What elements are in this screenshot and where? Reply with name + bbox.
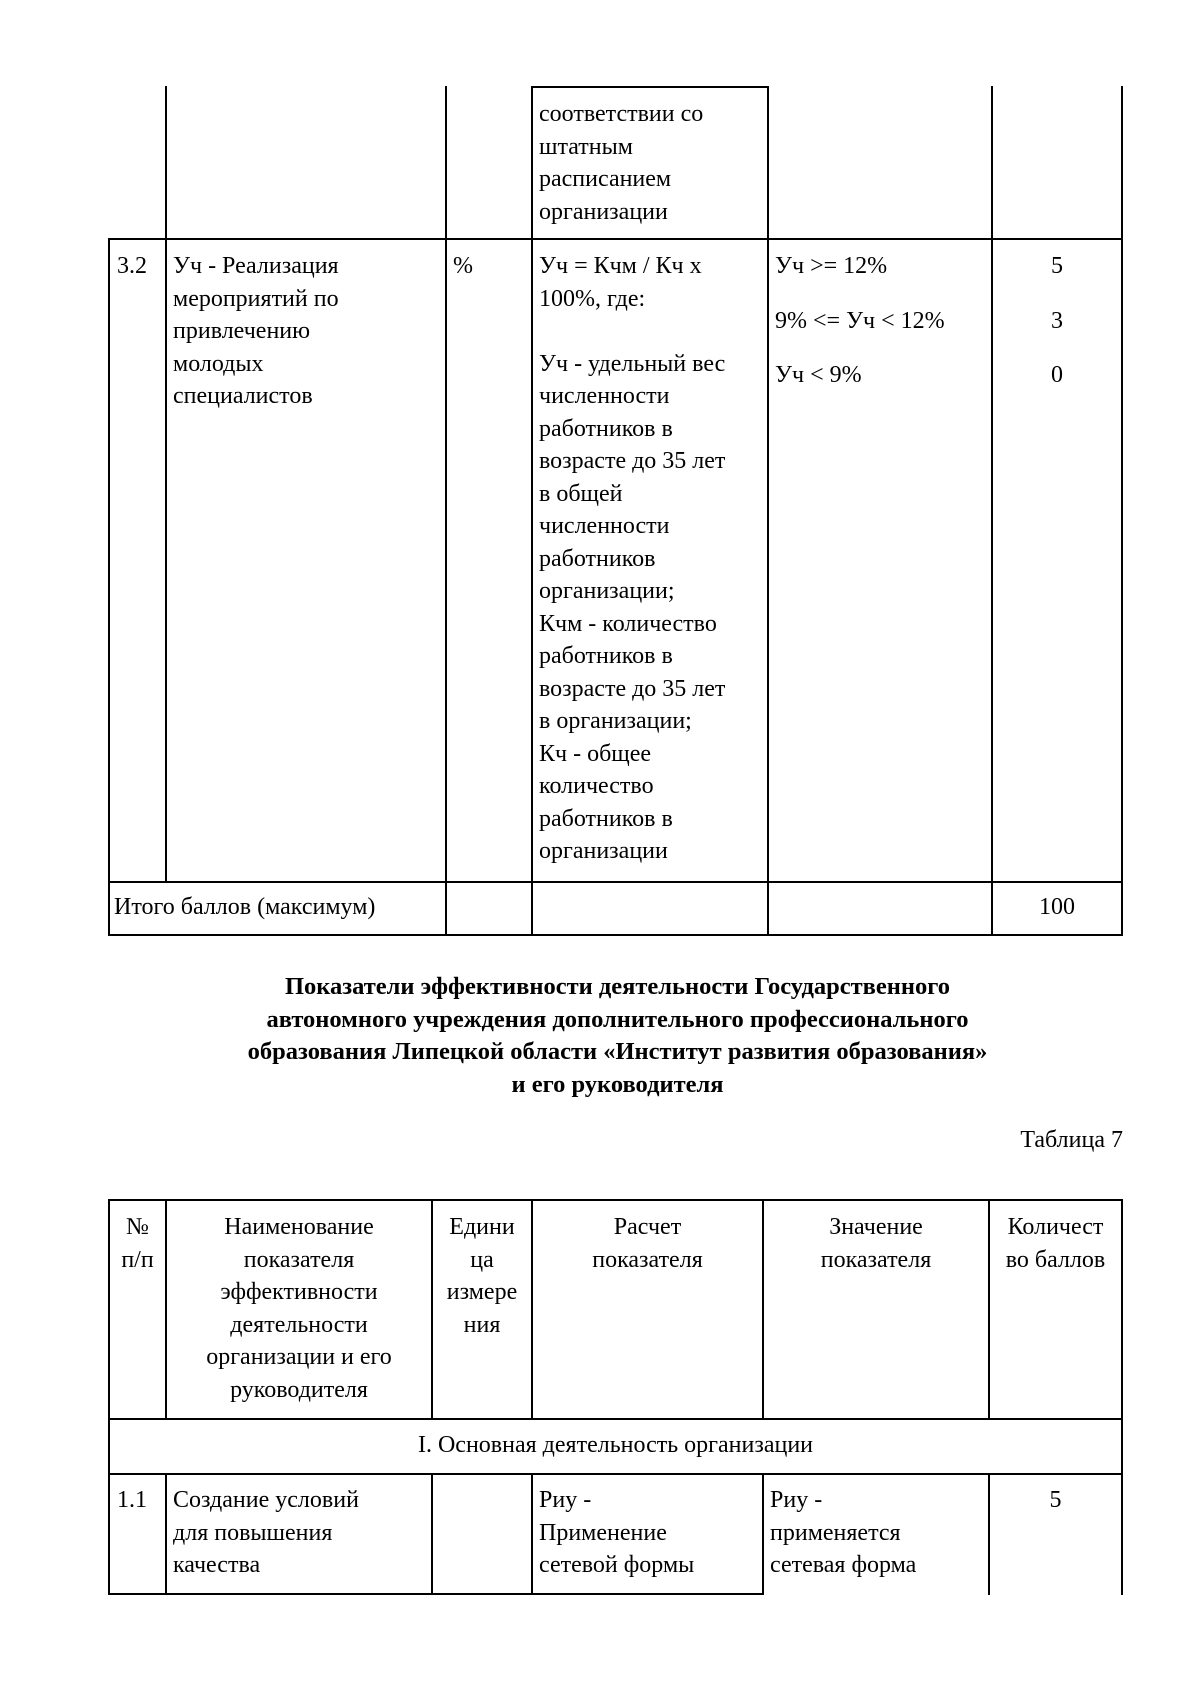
total-points: 100 (1039, 894, 1075, 920)
total-label: Итого баллов (максимум) (114, 894, 376, 920)
section-heading: Показатели эффективности деятельности Государственного автономного учреждения дополнительного профессионального образования Липецкой области «Институт развития образования» и его руководителя (247, 973, 988, 1098)
header-name: Наименование показателя эффективности деятельности организации и его руководителя (206, 1214, 392, 1403)
header-calc: Расчет показателя (592, 1214, 703, 1273)
row-1-1-calc: Риу - Применение сетевой формы (539, 1487, 695, 1578)
section-1-title: I. Основная деятельность организации (417, 1432, 814, 1458)
row-3-2-points-1: 5 (1051, 253, 1063, 279)
table-label: Таблица 7 (1020, 1127, 1123, 1153)
cont-calc-text: соответствии со штатным расписанием организации (539, 101, 704, 225)
row-1-1-name: Создание условий для повышения качества (173, 1487, 359, 1578)
header-unit: Едини ца измере ния (446, 1214, 518, 1338)
header-num: № п/п (121, 1214, 154, 1273)
header-value: Значение показателя (820, 1214, 932, 1273)
row-1-1-value: Риу - применяется сетевая форма (770, 1487, 917, 1578)
row-3-2-points-3: 0 (1051, 362, 1063, 388)
row-1-1-num: 1.1 (117, 1487, 147, 1513)
row-3-2-unit: % (453, 253, 473, 279)
header-points: Количест во баллов (1005, 1214, 1106, 1273)
row-3-2-value-1: Уч >= 12% (775, 253, 888, 279)
row-1-1-points: 5 (1049, 1487, 1062, 1513)
row-3-2-points-2: 3 (1051, 308, 1063, 334)
row-3-2-num: 3.2 (117, 253, 147, 279)
row-3-2-name: Уч - Реализация мероприятий по привлечению молодых специалистов (173, 253, 339, 409)
row-3-2-calc: Уч = Кчм / Кч x 100%, где: Уч - удельный вес численности работников в возрасте до 35 лет в общей численности работников организации; Кчм - количество работников в возрасте до 35 лет в организации; Кч - общее количество работников в организации (539, 253, 726, 864)
row-3-2-value-2: 9% <= Уч < 12% (775, 308, 945, 334)
row-3-2-value-3: Уч < 9% (775, 362, 862, 388)
